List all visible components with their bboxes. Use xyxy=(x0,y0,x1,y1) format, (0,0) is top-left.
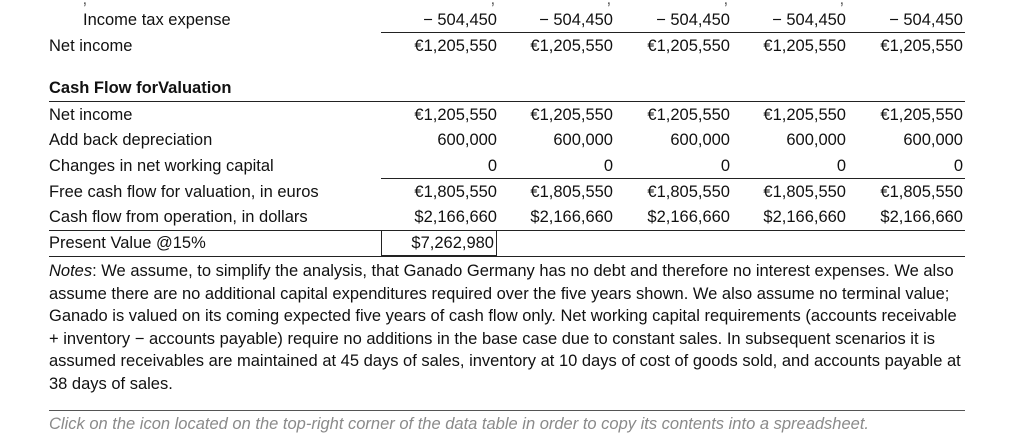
sum-divider xyxy=(381,178,965,179)
sum-divider xyxy=(381,32,965,33)
table-cell: €1,205,550 xyxy=(414,37,497,55)
table-cell: $2,166,660 xyxy=(763,208,846,226)
present-value: $7,262,980 xyxy=(411,234,494,252)
row-label: Net income xyxy=(49,106,133,124)
notes-paragraph xyxy=(49,260,965,396)
data-table xyxy=(49,0,965,438)
table-cell: €1,205,550 xyxy=(530,106,613,124)
section-heading-row xyxy=(49,76,965,100)
table-cell: − 504,450 xyxy=(423,11,497,29)
copy-table-hint: Click on the icon located on the top-right corner of the data table in order to copy its contents into a spreadsheet. xyxy=(49,415,869,433)
present-value-box xyxy=(381,230,497,256)
table-cell: €1,805,550 xyxy=(530,183,613,201)
table-row xyxy=(49,205,965,229)
table-cell: €1,205,550 xyxy=(530,37,613,55)
table-row-present-value xyxy=(49,231,965,255)
cutoff-row-fragment xyxy=(83,0,87,4)
table-cell: − 504,450 xyxy=(772,11,846,29)
table-cell: 0 xyxy=(720,157,730,175)
table-cell: 0 xyxy=(953,157,963,175)
table-cell: 600,000 xyxy=(553,131,613,149)
table-row-net-income-statement xyxy=(49,34,965,58)
table-row xyxy=(49,128,965,152)
table-cell: 0 xyxy=(836,157,846,175)
row-label: Free cash flow for valuation, in euros xyxy=(49,183,319,201)
section-divider xyxy=(49,101,965,102)
row-label: Net income xyxy=(49,37,133,55)
table-cell: $2,166,660 xyxy=(414,208,497,226)
table-cell: €1,805,550 xyxy=(414,183,497,201)
notes-label: Notes xyxy=(49,262,93,280)
table-cell: 600,000 xyxy=(670,131,730,149)
table-row xyxy=(49,154,965,178)
table-cell: €1,205,550 xyxy=(647,106,730,124)
table-cell: $2,166,660 xyxy=(530,208,613,226)
cutoff-row-fragment xyxy=(724,0,728,4)
row-label: Income tax expense xyxy=(83,11,231,29)
row-label: Changes in net working capital xyxy=(49,157,274,175)
table-cell: 0 xyxy=(487,157,497,175)
row-label: Present Value @15% xyxy=(49,234,206,252)
table-row-income-tax xyxy=(49,8,965,32)
table-cell: − 504,450 xyxy=(656,11,730,29)
table-cell: 600,000 xyxy=(786,131,846,149)
table-cell: €1,205,550 xyxy=(880,106,963,124)
section-heading: Cash Flow forValuation xyxy=(49,79,232,97)
table-cell: $2,166,660 xyxy=(880,208,963,226)
table-cell: €1,205,550 xyxy=(647,37,730,55)
row-label: Add back depreciation xyxy=(49,131,213,149)
table-cell: 600,000 xyxy=(437,131,497,149)
table-cell: $2,166,660 xyxy=(647,208,730,226)
table-cell: €1,805,550 xyxy=(763,183,846,201)
cutoff-row-fragment xyxy=(840,0,844,4)
table-row xyxy=(49,103,965,127)
table-cell: − 504,450 xyxy=(889,11,963,29)
row-label: Cash flow from operation, in dollars xyxy=(49,208,308,226)
table-cell: − 504,450 xyxy=(539,11,613,29)
table-cell: €1,805,550 xyxy=(647,183,730,201)
footer-divider xyxy=(49,410,965,411)
table-cell: €1,205,550 xyxy=(763,37,846,55)
table-cell: €1,205,550 xyxy=(880,37,963,55)
table-cell: €1,805,550 xyxy=(880,183,963,201)
table-cell: 0 xyxy=(603,157,613,175)
table-cell: €1,205,550 xyxy=(763,106,846,124)
cutoff-row-fragment xyxy=(491,0,495,4)
table-cell: €1,205,550 xyxy=(414,106,497,124)
table-row xyxy=(49,180,965,204)
row-divider xyxy=(49,256,965,257)
notes-text: : We assume, to simplify the analysis, that Ganado Germany has no debt and therefore no interest expenses. We also assume there are no additional capital expenditures required over the five years shown. We also assume no terminal value; Ganado is valued on its coming expected five years of cash flow only. Net working capital requirements (accounts receivable + inventory − accounts payable) require no additions in the base case due to constant sales. In subsequent scenarios it is assumed receivables are maintained at 45 days of sales, inventory at 10 days of cost of goods sold, and accounts payable at 38 days of sales. xyxy=(49,262,961,393)
cutoff-row-fragment xyxy=(607,0,611,4)
table-cell: 600,000 xyxy=(903,131,963,149)
